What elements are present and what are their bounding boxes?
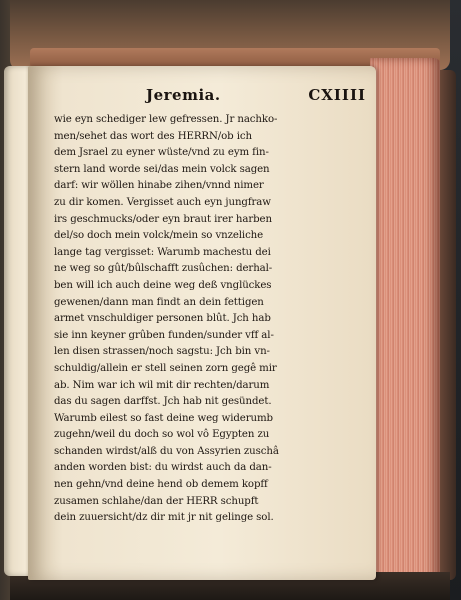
text-line: gewenen/dann man findt an dein fettigen: [54, 296, 264, 308]
text-line: zugehn/weil du doch so wol vô Egypten zu: [54, 429, 270, 441]
text-line: ben will ich auch deine weg deß vnglückes: [54, 279, 272, 291]
text-line: schanden wirdst/alß du von Assyrien zuschâ: [54, 445, 279, 457]
text-line: Warumb eilest so fast deine weg widerumb: [54, 412, 273, 424]
text-block: [54, 86, 366, 527]
text-line: anden worden bist: du wirdst auch da dan-: [54, 462, 272, 474]
text-line: irs geschmucks/oder eyn braut irer harben: [54, 213, 272, 225]
page-header: [54, 86, 366, 110]
text-line: zu dir komen. Vergisset auch eyn jungfraw: [54, 196, 271, 208]
text-line: nen gehn/vnd deine hend ob demem kopff: [54, 479, 268, 491]
book-page: [28, 66, 376, 580]
text-line: lange tag vergisset: Warumb machestu dei: [54, 246, 271, 258]
page-edges-right: [370, 58, 440, 586]
text-line: stern land worde sei/das mein volck sagen: [54, 163, 270, 175]
text-line: ab. Nim war ich wil mit dir rechten/darum: [54, 379, 270, 391]
text-line: das du sagen darffst. Jch hab nit gesündet.: [54, 396, 272, 408]
text-line: zusamen schlahe/dan der HERR schupft: [54, 495, 259, 507]
running-title: Jeremia.: [146, 86, 221, 104]
text-line: sie inn keyner grûben funden/sunder vff al-: [54, 329, 274, 341]
text-line: schuldig/allein er stell seinen zorn gegê mir: [54, 362, 277, 374]
body-text: [54, 112, 366, 527]
folio-number: CXIIII: [308, 86, 366, 104]
text-line: dein zuuersicht/dz dir mit jr nit gelinge sol.: [54, 512, 274, 524]
text-line: dem Jsrael zu eyner wüste/vnd zu eym fin-: [54, 147, 269, 159]
text-line: men/sehet das wort des HERRN/ob ich: [54, 130, 252, 142]
text-line: del/so doch mein volck/mein so vnzeliche: [54, 230, 264, 242]
text-line: armet vnschuldiger personen blût. Jch hab: [54, 313, 271, 325]
book-cover-right: [438, 70, 456, 580]
text-line: len disen strassen/noch sagstu: Jch bin vn-: [54, 346, 270, 358]
text-line: ne weg so gût/bûlschafft zusûchen: derhal-: [54, 263, 273, 275]
text-line: wie eyn schediger lew gefressen. Jr nachko-: [54, 114, 278, 125]
text-line: darf: wir wöllen hinabe zihen/vnnd nimer: [54, 180, 264, 192]
